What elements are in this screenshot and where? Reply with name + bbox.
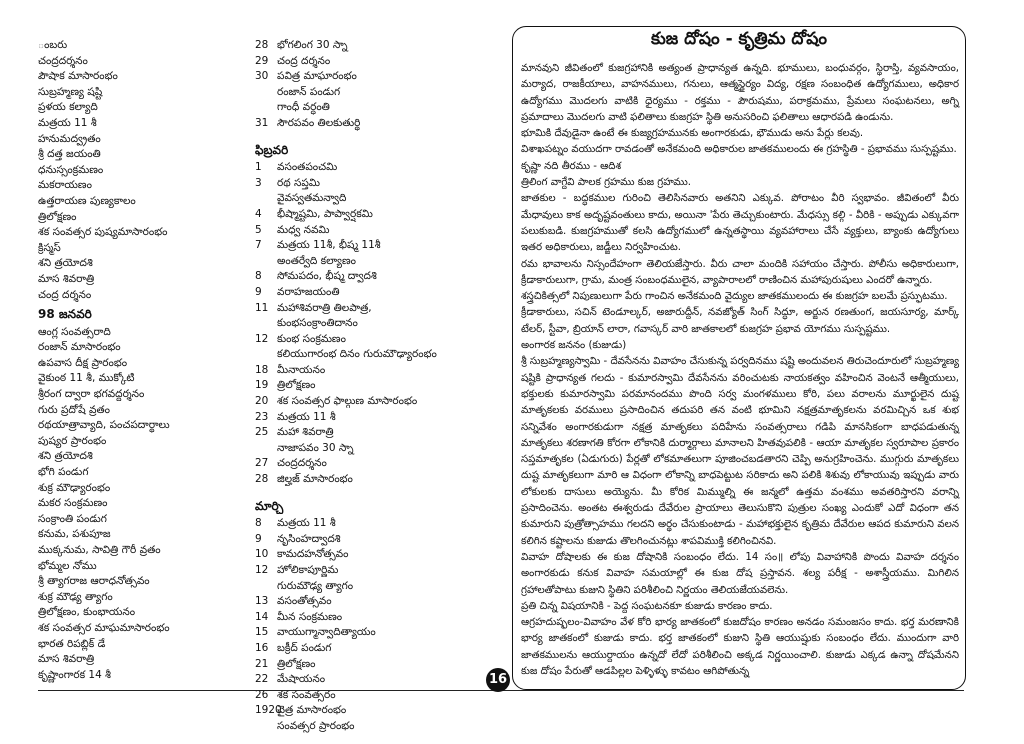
entry-date: 19 bbox=[255, 379, 269, 392]
entry-text: వైవస్వతమన్వాది bbox=[277, 192, 347, 205]
calendar-entry bbox=[255, 238, 490, 254]
article-paragraph: త్రిలింగ వాగ్దేవి పాలక గ్రహము కుజ గ్రహము. bbox=[521, 177, 691, 189]
calendar-entry: మాస శివరాత్రి bbox=[38, 272, 95, 285]
article-box bbox=[512, 26, 966, 690]
calendar-entry: భోమ్మల నోము bbox=[38, 559, 97, 572]
entry-date: 4 bbox=[255, 207, 262, 220]
entry-text: గాంధీ వర్ధంతి bbox=[277, 101, 330, 114]
middle-calendar-column bbox=[255, 38, 490, 735]
calendar-entry bbox=[255, 100, 490, 116]
calendar-entry bbox=[255, 116, 490, 132]
entry-date: 8 bbox=[255, 517, 262, 530]
calendar-entry: కనుమ, పశుపూజ bbox=[38, 528, 111, 541]
calendar-entry: చంద్ర దర్శనం bbox=[38, 288, 92, 301]
calendar-entry bbox=[255, 472, 490, 488]
entry-text: శక సంవత్సరం bbox=[277, 688, 336, 701]
calendar-entry: హనుమద్వ్రతం bbox=[38, 132, 101, 145]
entry-text: మేషాయనం bbox=[277, 673, 326, 686]
entry-date: 26 bbox=[255, 688, 269, 701]
calendar-entry: త్రిలోక్షణం, కుంభాయనం bbox=[38, 606, 136, 619]
calendar-entry bbox=[255, 347, 490, 363]
calendar-entry: కృష్ణాంగారక 14 శీ bbox=[38, 668, 111, 681]
calendar-entry: ఆంగ్ల సంవత్సరాది bbox=[38, 325, 111, 338]
entry-text: మీన సంక్రమణం bbox=[277, 610, 343, 623]
entry-text: గురుమౌఢ్య త్యాగం bbox=[277, 579, 354, 592]
month-heading: 98 జనవరి bbox=[38, 307, 92, 322]
entry-date: 29 bbox=[255, 54, 269, 67]
entry-date: 30 bbox=[255, 70, 269, 83]
calendar-entry bbox=[255, 363, 490, 379]
entry-text: వసంతపంచమి bbox=[277, 161, 338, 174]
entry-text: మీనాయనం bbox=[277, 363, 326, 376]
calendar-entry bbox=[255, 223, 490, 239]
entry-text: చైత్ర మాసారంభం bbox=[277, 704, 347, 717]
entry-text: త్రిలోక్షణం bbox=[277, 657, 316, 670]
entry-date: 1 bbox=[255, 161, 262, 174]
entry-date: 28 bbox=[255, 39, 269, 51]
calendar-entry: ప్రళయ కల్యాది bbox=[38, 101, 98, 114]
calendar-entry bbox=[255, 254, 490, 270]
entry-text: మహాశివరాత్రి తిలపాత్ర, bbox=[277, 301, 372, 314]
spacer bbox=[255, 132, 490, 139]
calendar-entry bbox=[255, 516, 490, 532]
calendar-entry: త్రిలోక్షణం bbox=[38, 210, 77, 223]
calendar-entry bbox=[255, 269, 490, 285]
entry-date: 16 bbox=[255, 641, 269, 654]
entry-text: బక్రీద్ పండుగ bbox=[277, 641, 332, 654]
entry-text: అంతర్వేది కల్యాణం bbox=[277, 254, 356, 267]
entry-date: 15 bbox=[255, 626, 269, 639]
calendar-entry bbox=[255, 625, 490, 641]
calendar-entry: శని త్రయోదశి bbox=[38, 257, 93, 270]
article-paragraph: రమ భావాలను నిస్సందేహంగా తెలియజేస్తారు. వీరు చాలా మందికి సహాయం చేస్తారు. పోలీసు అధికారులుగా, క్రీడాకారులుగా, గ్రామ, మంత్ర సంబంధములైన, వ్యాపారాలలో రాణించిన మహాపురుషులు ఎందరో ఉన్నారు. bbox=[521, 258, 959, 286]
entry-text: మత్రయ 11 శీ bbox=[277, 410, 336, 423]
article-paragraph: భూమికి దేవుడైనా ఉంటే ఈ కుజ్యగ్రహమునకు అంగారకుడు, భౌముడు అను పేర్లు కలవు. bbox=[521, 128, 864, 140]
calendar-entry bbox=[255, 410, 490, 426]
entry-date: 25 bbox=[255, 426, 269, 439]
calendar-entry: మకరాయణం bbox=[38, 179, 92, 192]
calendar-entry: రంజాన్ మాసారంభం bbox=[38, 341, 121, 354]
calendar-entry: సంక్రాంతి పండుగ bbox=[38, 512, 107, 525]
entry-date: 31 bbox=[255, 116, 269, 129]
entry-text: రథ సప్తమి bbox=[277, 176, 320, 189]
calendar-entry: భారత రిపబ్లిక్ డే bbox=[38, 637, 106, 650]
calendar-entry: భోగి పండుగ bbox=[38, 466, 89, 479]
calendar-entry bbox=[255, 456, 490, 472]
article-paragraph: విశాఖపట్నం వయుదగా రావడంతో అనేకమంది అధికారుల జాతకములందు ఈ గ్రహస్థితి - ప్రభావము సుస్పష్టము. bbox=[521, 144, 957, 156]
calendar-entry bbox=[255, 547, 490, 563]
article-paragraph: కృష్ణా నది తీరము - ఆదిశ bbox=[521, 160, 622, 172]
entry-text: వసంతోత్సవం bbox=[277, 595, 332, 608]
entry-date: 9 bbox=[255, 285, 262, 298]
entry-text: చంద్ర దర్శనం bbox=[277, 54, 331, 67]
entry-date: 10 bbox=[255, 548, 269, 561]
calendar-entry: రథయాత్రావ్యాది, పంచపదార్థాలు bbox=[38, 419, 170, 432]
calendar-entry: శుక్ర మౌఢ్యారంభం bbox=[38, 481, 111, 494]
entry-date: 14 bbox=[255, 610, 269, 623]
month-heading: ఫిబ్రవరి bbox=[255, 142, 289, 157]
calendar-entry: శుక్ర మౌఢ్య త్యాగం bbox=[38, 590, 113, 603]
entry-text: నృసింహద్వాదశి bbox=[277, 532, 341, 545]
entry-text: మహా శివరాత్రి bbox=[277, 426, 334, 439]
entry-text: సంవత్సర ప్రారంభం bbox=[277, 719, 355, 732]
article-paragraph: క్రీడాకారులు, సచిన్ టెండూల్కర్, అజారుద్దీన్, నవజ్యోత్ సింగ్ సిద్ధూ, అర్జున రణతుంగ, జయసూర్య, మార్క్ టేలర్, స్టీవా, బ్రియాన్ లారా, గవాస్కర్ వారి జాతకాలలో కుజగ్రహ ప్రభావ యోగము సుస్పష్టము. bbox=[521, 307, 959, 335]
calendar-entry bbox=[255, 176, 490, 192]
calendar-entry bbox=[255, 332, 490, 348]
calendar-entry bbox=[255, 38, 490, 54]
article-paragraph: శ్రీ సుబ్రహ్మణ్యస్వామి - దేవసేనను వివాహం చేసుకున్న పర్వదినము షష్టి అందువలన తిరుచెందూరులో సుబ్రహ్మణ్య షష్టికి ప్రాధాన్యత గలదు - కుమారస్వామి దేవసేనను వరించుటకు నాయకత్వం వహించిన వెంటనే ఆత్మీయులు, భక్తులకు కుమారస్వామి పరమానందము పొంది సర్వ మంగళములు కోరి, పలు వరాలను మూర్ఖులైన దుష్ట మాతృకలకు వరములు ప్రసాదించిన తదుపరి తన వంటి భూమిని నక్షత్రమాతృకలను వరమిచ్చిన ఒక శుభ సన్నివేశం అంగారకుడుగా నక్షత్ర మాతృకలు పదిహేను సంవత్సరాలు గడిపి మానసికంగా బాధపడుతున్న మాతృకలు శరణాగతి కోరగా లోకానికి దుర్మార్గాలు మానాలని హితవుపలికి - ఆయా మాతృకల స్వరూపాల ప్రకారం సప్తమాతృకల (ఏడుగురు) పేర్లతో లోకమాతలుగా పూజించబడతారని చెప్పి అనుగ్రహించెను. ముగ్గురు మాతృకలు దుష్ట మాతృకలుగా మారి ఆ విధంగా లోకాన్ని బాధపెట్టుట సరికాదు అని పలికి శిశువు లోకాయువు ఇప్పుడు వారు లోకులకు దాసులు అయ్యెను. మీ కోరిక మిమ్ముల్ని ఈ జన్మలో ఉత్తమ వంశము అవతరిస్తారని వరాన్ని ప్రసాదించెను. అంతట ఈశ్వరుడు దేవేరుల ప్రాయాలు తెలుసుకొని పుత్రుల సంఖ్య ఎందుకో ఎదో విధంగా తన కుమారుని పుత్రోత్సాహము గలదని అర్థం చేసుకుంటాడు - మహాభక్తులైన కృత్రిమ దేవేరుల ఆపద కుమారుని వలన కలిగిన కష్టాలను కుజుడు తొలగించునట్లు శాపవిముక్తి కలిగించినవి. bbox=[521, 356, 959, 547]
entry-date: 12 bbox=[255, 332, 269, 345]
entry-text: జిల్హజ్ మాసారంభం bbox=[277, 473, 353, 486]
calendar-entry: ధనుస్సంక్రమణం bbox=[38, 163, 104, 176]
entry-text: సౌరపవం తిలకుతుర్థి bbox=[277, 116, 361, 129]
entry-text: మధ్వ నవమి bbox=[277, 223, 330, 236]
calendar-entry bbox=[255, 672, 490, 688]
calendar-entry bbox=[255, 207, 490, 223]
entry-text: పవిత్ర మాఘారంభం bbox=[277, 70, 357, 83]
calendar-entry bbox=[255, 69, 490, 85]
calendar-entry: శ్రీ దత్త జయంతి bbox=[38, 148, 101, 161]
entry-date: 23 bbox=[255, 410, 269, 423]
calendar-entry bbox=[255, 54, 490, 70]
entry-text: కామదహనోత్సవం bbox=[277, 548, 349, 561]
calendar-entry: శ్రీ త్యాగరాజ ఆరాధనోత్సవం bbox=[38, 575, 150, 588]
calendar-entry: సుబ్రహ్మణ్య షష్టి bbox=[38, 85, 103, 98]
entry-text: కలియుగారంభ దినం గురుమౌఢ్యారంభం bbox=[277, 348, 437, 361]
calendar-entry: ముక్కనుమ, సావిత్రి గౌరీ వ్రతం bbox=[38, 544, 161, 556]
calendar-entry: శక సంవత్సర మాఘమాసారంభం bbox=[38, 621, 170, 634]
entry-text: చంద్రదర్శనం bbox=[277, 457, 327, 470]
calendar-entry bbox=[255, 641, 490, 657]
article-paragraph: మానవుని జీవితంలో కుజగ్రహానికి అత్యంత ప్రాధాన్యత ఉన్నది. భూములు, బంధువర్గం, స్థిరాస్తి, వ్యవసాయం, మర్యాద, రాజకీయాలు, వాహనములు, గనులు, ఆత్మస్థైర్యం విద్య, రక్షణ సంబంధిత ఉద్యోగములు, అధికార ఉద్యోగము మొదలగు వాటికి ధైర్యము - రక్తము - పౌరుషము, పరాక్రమము, ప్రేమలు సంఘటనలు, అగ్ని ప్రమాదాలు మొదలగు వాటి ఫలితాలు కుజగ్రహ స్థితి అనుసరించి ఫలితాలు ఆధారపడి ఉండును. bbox=[521, 63, 959, 123]
entry-date: 20 bbox=[255, 395, 269, 408]
calendar-entry bbox=[255, 394, 490, 410]
calendar-entry bbox=[255, 563, 490, 579]
article-body bbox=[521, 61, 959, 680]
calendar-entry: వైకుంఠ 11 శీ, ముక్కోటి bbox=[38, 372, 135, 385]
calendar-entry: మత్రయ 11 శీ bbox=[38, 116, 97, 129]
article-paragraph: శస్త్రచికిత్సలో నిపుణులుగా పేరు గాంచిన అనేకమంది వైద్యుల జాతకములందు ఈ కుజగ్రహ బలమే ప్రస్ఫుటము. bbox=[521, 291, 948, 303]
calendar-entry: పుష్యర ప్రారంభం bbox=[38, 434, 107, 447]
calendar-entry: ఉపవాస దీక్ష ప్రారంభం bbox=[38, 356, 128, 369]
calendar-entry: ంబరు bbox=[38, 39, 68, 51]
entry-date: 3 bbox=[255, 176, 262, 189]
entry-date: 12 bbox=[255, 564, 269, 576]
article-paragraph: వివాహ దోషాలకు ఈ కుజ దోషానికి సంబంధం లేదు. 14 సం॥ లోపు వివాహానికి పొందు వివాహ దర్శనం అంగారకుడు కనుక వివాహ సమయాల్లో ఈ కుజ దోష ప్రస్తావన. శల్య పరీక్ష - అశాస్త్రీయము. మిగిలిన గ్రహాలతోపాటు కుజుని స్థితిని పరిశీలించి నిర్ణయం తెలియజేయవలెను. bbox=[521, 551, 959, 596]
calendar-entry bbox=[255, 441, 490, 457]
calendar-entry: పౌషాక మాసారంభం bbox=[38, 70, 118, 83]
calendar-entry bbox=[255, 316, 490, 332]
entry-text: నాజాపవం 30 స్నా bbox=[277, 441, 354, 454]
entry-text: వరాహజయంతి bbox=[277, 285, 340, 298]
calendar-entry: మకర సంక్రమణం bbox=[38, 497, 108, 510]
entry-text: భీష్మాష్టమి, పాప్వార్షకమి bbox=[277, 207, 373, 220]
article-paragraph: ప్రతి చిన్న విషయానికి - పెద్ద సంఘటనకూ కుజుడు కారణం కాదు. bbox=[521, 600, 773, 612]
entry-date: 5 bbox=[255, 223, 262, 236]
entry-date: 21 bbox=[255, 657, 269, 670]
month-heading: మార్చి bbox=[255, 498, 284, 513]
spacer bbox=[255, 488, 490, 495]
entry-date: 11 bbox=[255, 301, 269, 314]
entry-text: శక సంవత్సర ఫాల్గుణ మాసారంభం bbox=[277, 395, 418, 408]
entry-date: 7 bbox=[255, 239, 262, 252]
entry-date: 22 bbox=[255, 673, 269, 686]
calendar-entry: క్రిస్మస్ bbox=[38, 241, 61, 254]
calendar-entry bbox=[255, 532, 490, 548]
calendar-entry: ఉత్తరాయణ పుణ్యకాలం bbox=[38, 194, 136, 207]
entry-text: వాయుగ్మాన్వాదిత్యాయం bbox=[277, 626, 376, 639]
calendar-entry: చంద్రదర్శనం bbox=[38, 54, 88, 67]
calendar-entry bbox=[255, 579, 490, 595]
entry-text: రంజాన్ పండుగ bbox=[277, 85, 341, 98]
entry-date: 27 bbox=[255, 457, 269, 470]
calendar-entry bbox=[255, 301, 490, 317]
page-number-badge: 16 bbox=[486, 668, 510, 692]
entry-text: హోలికాపూర్ణిమ bbox=[277, 564, 339, 576]
calendar-entry bbox=[255, 378, 490, 394]
calendar-entry bbox=[255, 703, 490, 719]
calendar-entry bbox=[255, 594, 490, 610]
calendar-entry bbox=[255, 657, 490, 673]
calendar-entry bbox=[255, 610, 490, 626]
entry-date: 28 bbox=[255, 473, 269, 486]
article-paragraph: అంగారక జననం (కుజుడు) bbox=[521, 340, 627, 352]
entry-text: త్రిలోక్షణం bbox=[277, 379, 316, 392]
entry-date: 13 bbox=[255, 595, 269, 608]
entry-text: భోగలింగ 30 స్నా bbox=[277, 39, 348, 51]
calendar-entry bbox=[255, 85, 490, 101]
entry-text: కుంభసంక్రాంతిదానం bbox=[277, 317, 358, 330]
article-paragraph: జాతకుల - బద్ధకముల గురించి తెలిసినవారు అతనిని ఎక్కువ. పోరాటం వీరి స్వభావం. జీవితంలో వీరు మేధావులు కాక అదృష్టవంతులు కాదు, అయినా 'పేరు తెచ్చుకుంటారు. మేధస్సు కల్గి - వీరికి - అప్పుడు ఎక్కువగా పలుకుబడి. కుజగ్రహముతో కలసి ఉద్యోగములో ఉన్నతస్థాయి వ్యవహారాలు చేసే వ్యక్తులు, బ్యాంకు ఉద్యోగులు ఇతర అధికారులు, జడ్జీలు నిర్వహించుట. bbox=[521, 193, 959, 254]
calendar-entry bbox=[255, 191, 490, 207]
calendar-entry: శక సంవత్సర పుష్యమాసారంభం bbox=[38, 226, 168, 239]
calendar-entry bbox=[255, 285, 490, 301]
entry-text: సోమపదం, భీష్మ ద్వాదశి bbox=[277, 270, 377, 283]
calendar-entry bbox=[255, 719, 490, 735]
entry-text: కుంభ సంక్రమణం bbox=[277, 332, 346, 345]
calendar-entry: శని త్రయోదశి bbox=[38, 450, 93, 463]
entry-text: మత్రయ 11శీ, భీష్మ 11శీ bbox=[277, 239, 381, 252]
calendar-entry bbox=[255, 160, 490, 176]
article-title: కుజ దోషం - కృత్రిమ దోషం bbox=[651, 29, 827, 49]
calendar-entry: శ్రీరంగ ద్వారా భగవద్దర్శనం bbox=[38, 388, 145, 401]
article-paragraph: ఆగ్రహదుష్ఫలం-వివాహం వేళ కోరి భార్య జాతకంలో కుజదోషం కారణం అనడం సమంజసం కాదు. భర్త మరణానికి భార్య జాతకంలో కుజుడు కాదు. భర్త జాతకంలో కుజుని స్థితి ఆయుష్షుకు సంబంధం లేదు. ముందుగా వారి జాతకములను ఆయుర్దాయం ఉన్నదో లేదో పరిశీలించి అక్కడ నిర్ణయించాలి. కుజుడు ఎక్కడ ఉన్నా దోషమేనని కుజ దోషం పేరుతో ఆడపిల్లల పెళ్ళిళ్ళు కావటం ఆగిపోతున్న bbox=[521, 617, 959, 677]
entry-date: 8 bbox=[255, 270, 262, 283]
calendar-entry: మాస శివరాత్రి bbox=[38, 653, 95, 666]
entry-text: మత్రయ 11 శీ bbox=[277, 517, 336, 530]
calendar-entry: గురు ప్రదోషే వ్రతం bbox=[38, 403, 110, 416]
calendar-entry bbox=[255, 425, 490, 441]
left-calendar-column bbox=[38, 38, 243, 683]
entry-date: 1920 bbox=[255, 704, 282, 717]
entry-date: 18 bbox=[255, 363, 269, 376]
entry-date: 9 bbox=[255, 532, 262, 545]
